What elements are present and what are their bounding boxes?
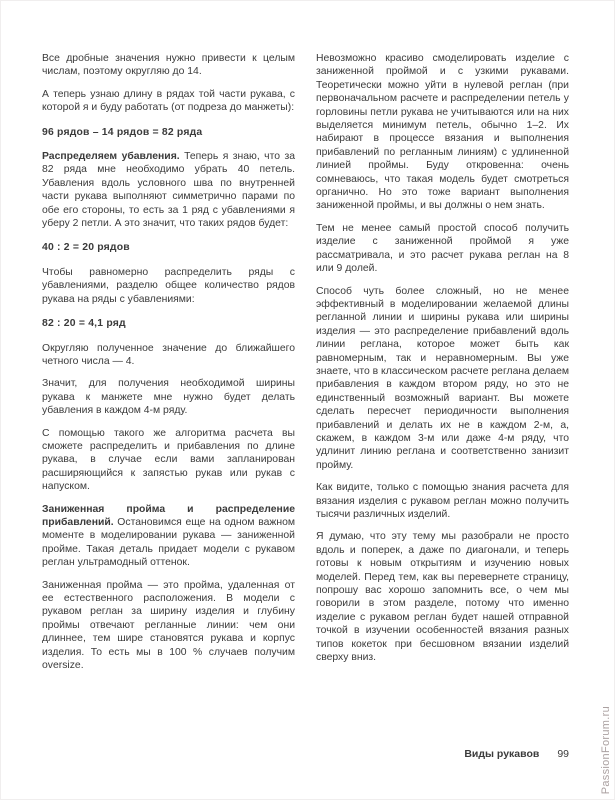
paragraph: Невозможно красиво смоделировать изделие с заниженной проймой и с узкими рукавами. Теоретически можно уйти в нулевой реглан (при первоначальном расчете и распределении петель у горловины петли рукава не учитываются или на них выделяется минимум петель, обычно 1–2. Их набирают в процессе вязания и выполнения прибавлений по регланным линиям) с удлиненной линией проймы. Буду откровенна: очень сомневаюсь, что такая модель будет смотреться органично. Но это тоже вариант выполнения заниженной проймы, и вы должны о нем знать. [316,53,569,212]
paragraph-text: Остановимся еще на одном важном моменте в моделировании рукава — заниженной пройме. Такая деталь придает модели с рукавом реглан ультрамодный оттенок. [42,516,295,569]
footer-section-title: Виды рукавов [464,748,540,760]
formula: 40 : 2 = 20 рядов [42,242,130,254]
paragraph [42,150,295,230]
paragraph: Я думаю, что эту тему мы разобрали не просто вдоль и поперек, а даже по диагонали, и теперь готовы к новым открытиям и изучению новых моделей. Перед тем, как вы перевернете страницу, попрошу вас хорошо запомнить все, о чем мы говорили в этом разделе, потому что именно изделие с рукавом реглан будет нашей отправной точкой в изучении особенностей вязания разных типов кокеток при бесшовном вязании изделий сверху вниз. [316,531,569,664]
paragraph: Тем не менее самый простой способ получить изделие с заниженной проймой я уже рассматривала, и это расчет рукава реглан на 8 или 9 долей. [316,222,569,275]
formula: 96 рядов – 14 рядов = 82 ряда [42,126,203,138]
right-column [316,52,569,673]
formula: 82 : 20 = 4,1 ряд [42,318,126,330]
paragraph: Значит, для получения необходимой ширины рукава к манжете мне нужно будет делать убавления в каждом 4-м ряду. [42,378,295,417]
paragraph: Чтобы равномерно распределить ряды с убавлениями, разделю общее количество рядов рукава на ряды с убавлениями: [42,266,295,305]
paragraph: Все дробные значения нужно привести к целым числам, поэтому округляю до 14. [42,53,295,78]
paragraph: Способ чуть более сложный, но не менее эффективный в моделировании желаемой длины регланной линии и ширины рукава или ширины изделия — это распределение прибавлений вдоль линии реглана, которое может быть как равномерным, так и неравномерным. Вы уже знаете, что в классическом расчете реглана делаем прибавления в каждом втором ряду, но это не единственный возможный вариант. Вы можете сделать пересчет периодичности выполнения прибавлений и делать их не в каждом 2-м, а, скажем, в каждом 3-м или даже 4-м ряду, что удлинит линию реглана и соответственно занизит пройму. [316,285,570,471]
paragraph-text: Теперь я знаю, что за 82 ряда мне необходимо убрать 40 петель. Убавления вдоль условного шва по внутренней части рукава выполняют симметрично парами по обе его стороны, то есть за 1 ряд с убавлениями я уберу 2 петли. А это значит, что таких рядов будет: [42,151,295,230]
paragraph: Как видите, только с помощью знания расчета для вязания изделия с рукавом реглан можно получить тысячи различных изделий. [316,482,569,520]
paragraph [42,503,295,570]
paragraph: Заниженная пройма — это пройма, удаленная от ее естественного расположения. В модели с рукавом реглан за ширину изделия и глубину проймы отвечают регланные линии: чем они длиннее, тем шире становятся рукава и корпус изделия. То есть мы в 100 % случаев получим oversize. [42,579,295,672]
watermark-text: PassionForum.ru [600,705,612,794]
paragraph: Округляю полученное значение до ближайшего четного числа — 4. [42,342,295,367]
paragraph-lead: Заниженная пройма и распределение прибавлений. [42,503,295,528]
left-column [42,52,295,681]
paragraph: С помощью такого же алгоритма расчета вы сможете распределить и прибавления по длине рукава, в случае если вами запланирован расширяющийся к запястью рукав или рукав с напуском. [42,427,295,493]
page-footer [316,748,569,760]
paragraph: А теперь узнаю длину в рядах той части рукава, с которой я и буду работать (от подреза до манжеты): [42,88,295,114]
paragraph-lead: Распределяем убавления. [42,151,180,163]
footer-page-number: 99 [557,748,569,760]
